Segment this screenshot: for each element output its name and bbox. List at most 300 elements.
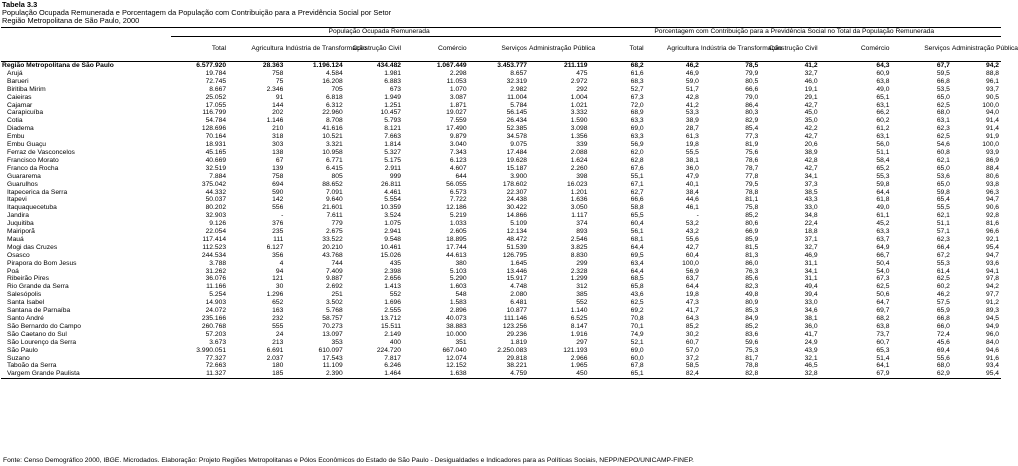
table-cell: 56,0: [876, 141, 890, 149]
table-cell: 66,8: [936, 77, 950, 85]
table-cell: 60,7: [876, 338, 890, 346]
table-cell: 235.166: [201, 315, 227, 322]
table-cell: 55,6: [685, 235, 699, 243]
table-cell: 91: [275, 93, 284, 101]
table-cell: 58,5: [685, 362, 699, 370]
table-cell: 3.087: [449, 93, 467, 101]
table-row: [1, 236, 1001, 244]
table-cell: 34,8: [804, 212, 818, 220]
table-cell: 180: [272, 362, 284, 370]
table-cell: 94,5: [985, 315, 999, 322]
table-cell: 4.584: [325, 69, 343, 77]
table-cell: 61,1: [876, 212, 890, 220]
table-cell: 19.628: [506, 156, 528, 164]
table-cell: 128.696: [201, 125, 227, 133]
column-header: Comércio: [403, 37, 469, 62]
table-row: [1, 307, 1001, 315]
row-label: Itapevi: [7, 196, 27, 204]
table-cell: 49,0: [876, 204, 890, 212]
table-cell: 19.027: [446, 109, 467, 117]
table-cell: 299: [576, 259, 588, 267]
table-cell: 96,3: [985, 188, 999, 196]
table-cell: 548: [455, 291, 467, 299]
column-header-spacer: [1, 37, 171, 62]
table-cell: 9.879: [449, 133, 467, 141]
column-header: Agricultura: [228, 37, 285, 62]
table-cell: 8.147: [570, 322, 588, 330]
table-cell: 312: [576, 283, 588, 291]
table-cell: 37,1: [804, 235, 818, 243]
row-label: Embu Guaçu: [7, 141, 47, 149]
table-cell: 673: [389, 85, 402, 93]
table-cell: 28,7: [685, 125, 699, 133]
table-cell: 58,8: [630, 204, 644, 212]
table-cell: 26.811: [381, 180, 402, 188]
table-cell: 46,2: [685, 62, 699, 69]
table-cell: 4.461: [384, 188, 402, 196]
table-cell: 142: [272, 196, 284, 204]
table-row: [1, 347, 1001, 355]
table-cell: 67,1: [630, 180, 644, 188]
table-cell: 1.871: [449, 101, 467, 109]
row-label: Mauá: [7, 235, 24, 243]
table-cell: 67,9: [820, 370, 892, 378]
table-cell: 31,1: [804, 275, 818, 283]
table-cell: 64,4: [685, 283, 699, 291]
row-label: Barueri: [7, 77, 29, 85]
table-cell: 63,8: [876, 322, 890, 330]
table-cell: 38,9: [685, 117, 699, 125]
table-cell: 9.126: [209, 220, 227, 228]
table-cell: 2.972: [570, 77, 588, 85]
table-cell: 51.539: [506, 243, 528, 251]
table-cell: 91,2: [985, 299, 999, 307]
column-header: Serviços: [469, 37, 529, 62]
table-cell: 66,7: [876, 251, 890, 259]
table-cell: 40.669: [205, 156, 227, 164]
table-cell: 63,7: [876, 235, 890, 243]
row-label: Juquitiba: [7, 220, 34, 228]
table-cell: 33,0: [804, 204, 818, 212]
table-cell: 79,9: [745, 69, 759, 77]
table-cell: 318: [272, 133, 284, 141]
table-cell: 339: [576, 141, 588, 149]
table-cell: 8.667: [209, 85, 227, 93]
table-cell: 10.457: [380, 109, 402, 117]
table-cell: 12.134: [506, 228, 528, 236]
table-cell: 94,2: [985, 283, 999, 291]
table-cell: 2.911: [384, 164, 402, 172]
table-cell: 59,8: [876, 180, 890, 188]
table-cell: 16.208: [322, 77, 343, 85]
table-cell: 66,4: [936, 243, 950, 251]
table-cell: 7.722: [449, 196, 467, 204]
table-cell: 60,9: [876, 69, 890, 77]
table-cell: 89,3: [985, 307, 999, 315]
table-cell: 6.525: [570, 315, 588, 322]
table-number: Tabela 3.3: [2, 0, 38, 9]
table-cell: 85,6: [745, 275, 759, 283]
table-cell: 82,9: [745, 117, 759, 125]
table-cell: 66,6: [745, 85, 759, 93]
table-cell: 90,5: [985, 93, 999, 101]
table-cell: 59,5: [936, 69, 950, 77]
table-cell: 376: [272, 220, 284, 228]
table-cell: 11.004: [507, 93, 528, 101]
table-cell: 22.960: [322, 109, 343, 117]
table-cell: 10.877: [506, 307, 528, 315]
table-row: [1, 323, 1001, 331]
table-cell: 40,1: [685, 180, 699, 188]
table-cell: 83,6: [745, 330, 759, 338]
table-cell: 62,5: [936, 101, 950, 109]
table-row: [1, 173, 1001, 181]
table-cell: 11.327: [171, 370, 228, 378]
table-cell: 75,6: [745, 148, 759, 156]
table-cell: 55,3: [876, 172, 890, 180]
table-cell: 95,4: [985, 243, 999, 251]
table-cell: 1.140: [570, 307, 588, 315]
table-cell: 46,1: [685, 204, 699, 212]
table-cell: 29,1: [804, 93, 818, 101]
table-cell: 65,0: [936, 164, 950, 172]
table-cell: 88,4: [985, 164, 999, 172]
table-cell: 62,5: [936, 133, 950, 141]
table-cell: 56.055: [446, 180, 467, 188]
row-label: Pirapora do Bom Jesus: [7, 259, 77, 267]
table-cell: 80,5: [745, 77, 759, 85]
column-header: Serviços: [891, 37, 951, 62]
table-cell: 69,0: [630, 125, 644, 133]
table-cell: 213: [272, 338, 284, 346]
table-cell: 4.748: [510, 283, 528, 291]
table-cell: 88,8: [985, 69, 999, 77]
table-cell: 60,4: [630, 220, 644, 228]
table-cell: 1.075: [384, 220, 402, 228]
table-cell: 2.088: [570, 148, 588, 156]
table-cell: 41,7: [685, 307, 699, 315]
table-cell: 53,3: [685, 109, 699, 117]
table-cell: 26.434: [506, 117, 528, 125]
data-table: [1, 27, 1018, 379]
table-cell: 30,2: [685, 330, 699, 338]
table-cell: 3.050: [570, 204, 588, 212]
group-header-row: [1, 28, 1001, 37]
table-cell: 1.070: [449, 85, 467, 93]
table-cell: 63,3: [876, 228, 890, 236]
table-cell: 29.818: [506, 354, 528, 362]
table-cell: 58.757: [322, 315, 343, 322]
table-row: [1, 141, 1001, 149]
table-cell: 244.534: [201, 251, 227, 259]
table-cell: 36,0: [685, 164, 699, 172]
table-cell: 610.097: [318, 346, 343, 354]
row-label: Poá: [7, 267, 19, 275]
table-cell: 1.638: [403, 370, 469, 378]
table-cell: 81,3: [745, 251, 759, 259]
table-cell: 96,1: [985, 77, 999, 85]
table-cell: 450: [529, 370, 589, 378]
table-cell: 72,0: [630, 101, 644, 109]
table-cell: 86,4: [745, 101, 759, 109]
table-cell: 3.900: [510, 172, 528, 180]
table-cell: 42,7: [804, 101, 818, 109]
table-cell: 42,8: [685, 93, 699, 101]
row-label: Ribeirão Pires: [7, 275, 49, 283]
row-label: São Paulo: [7, 346, 38, 354]
table-cell: 398: [576, 172, 588, 180]
table-cell: 62,5: [630, 299, 644, 307]
table-cell: 38,1: [804, 315, 818, 322]
table-cell: 63,1: [876, 133, 890, 141]
table-cell: 1.464: [345, 370, 403, 378]
row-label: Santana de Parnaíba: [7, 307, 71, 315]
table-cell: 72.745: [205, 77, 227, 85]
table-cell: 82,3: [745, 283, 759, 291]
table-cell: 2.260: [570, 164, 588, 172]
row-label: Itaquaquecetuba: [7, 204, 57, 212]
table-cell: 61,4: [936, 267, 950, 275]
table-cell: 64,4: [876, 188, 890, 196]
table-cell: 49,4: [804, 283, 818, 291]
table-cell: 1.356: [570, 133, 588, 141]
table-cell: 185: [228, 370, 285, 378]
table-cell: 45,2: [876, 220, 890, 228]
table-cell: 75,3: [745, 346, 759, 354]
table-cell: 43,3: [804, 196, 818, 204]
row-label: Santa Isabel: [7, 299, 45, 307]
table-cell: 33.522: [322, 235, 343, 243]
table-cell: 94: [275, 267, 284, 275]
table-cell: 78,6: [745, 156, 759, 164]
table-row: [1, 157, 1001, 165]
table-cell: 144: [272, 101, 284, 109]
table-cell: 13.097: [322, 330, 343, 338]
table-cell: 705: [331, 85, 343, 93]
table-cell: 100,0: [982, 101, 999, 109]
table-cell: 50.037: [205, 196, 227, 204]
table-row: [1, 275, 1001, 283]
table-cell: 60,4: [685, 251, 699, 259]
table-cell: 356: [272, 251, 284, 259]
table-cell: 68,9: [630, 109, 644, 117]
table-cell: 80,6: [985, 172, 999, 180]
table-cell: 652: [272, 299, 284, 307]
table-cell: 30.422: [506, 204, 528, 212]
table-cell: 10.000: [446, 330, 467, 338]
table-cell: 2.398: [384, 267, 402, 275]
table-cell: 1.413: [384, 283, 402, 291]
table-cell: 62,3: [936, 235, 950, 243]
table-cell: 84,9: [745, 315, 759, 322]
table-cell: 24,9: [804, 338, 818, 346]
table-cell: 11.166: [206, 283, 227, 291]
table-row: [1, 94, 1001, 102]
table-cell: 70.273: [322, 322, 343, 330]
column-header: Indústria de Transformação: [285, 37, 344, 62]
table-cell: 68,5: [630, 275, 644, 283]
table-cell: 32.319: [506, 77, 528, 85]
table-cell: 178.602: [502, 180, 528, 188]
row-label: Região Metropolitana de São Paulo: [2, 62, 114, 69]
table-cell: 35,0: [804, 117, 818, 125]
table-cell: 4.607: [449, 164, 467, 172]
table-row: [1, 133, 1001, 141]
table-cell: 44,6: [685, 196, 699, 204]
table-cell: 69,0: [630, 346, 644, 354]
table-cell: 13.446: [506, 267, 528, 275]
table-cell: 111: [273, 235, 284, 243]
table-cell: 6.123: [449, 156, 467, 164]
table-cell: 8.708: [325, 117, 343, 125]
table-cell: 12.186: [446, 204, 467, 212]
table-cell: 7.559: [449, 117, 467, 125]
table-cell: 1.033: [449, 220, 467, 228]
table-cell: 63,1: [936, 117, 950, 125]
table-cell: 5.109: [510, 220, 528, 228]
row-label: Diadema: [7, 125, 34, 133]
table-cell: 90,6: [985, 204, 999, 212]
table-cell: 67,3: [876, 275, 890, 283]
table-cell: 33,0: [804, 299, 818, 307]
table-cell: 93,7: [985, 85, 999, 93]
table-row: [1, 339, 1001, 347]
table-cell: 60,8: [936, 148, 950, 156]
column-header: Administração Pública: [952, 37, 1001, 62]
table-cell: 60,2: [876, 117, 890, 125]
column-header: Construção Civil: [760, 37, 819, 62]
table-cell: 552: [389, 291, 402, 299]
table-cell: 80,6: [745, 220, 759, 228]
row-label: Mogi das Cruzes: [7, 243, 58, 251]
table-cell: 64,4: [630, 243, 644, 251]
table-cell: 8.830: [570, 251, 588, 259]
table-cell: 67,6: [630, 164, 644, 172]
table-cell: 86,0: [745, 259, 759, 267]
table-row: [1, 70, 1001, 78]
table-row: [1, 220, 1001, 228]
table-cell: 43.768: [322, 251, 343, 259]
table-cell: 53,6: [936, 172, 950, 180]
table-cell: 58,4: [876, 156, 890, 164]
row-label: Carapicuíba: [7, 109, 44, 117]
table-cell: 61,6: [630, 69, 644, 77]
table-cell: 38,1: [685, 156, 699, 164]
table-cell: 6.481: [510, 299, 528, 307]
table-cell: 126.795: [502, 251, 528, 259]
table-cell: 32,1: [804, 354, 818, 362]
table-cell: 9.887: [325, 275, 343, 283]
table-cell: 1.251: [384, 101, 402, 109]
table-cell: 62,3: [936, 125, 950, 133]
table-cell: 97,8: [985, 275, 999, 283]
table-cell: 2.346: [266, 85, 284, 93]
row-label: Taboão da Serra: [7, 362, 57, 370]
table-cell: 53,2: [685, 220, 699, 228]
table-cell: 88.652: [322, 180, 343, 188]
table-cell: 1.021: [570, 101, 588, 109]
table-cell: 92,8: [985, 212, 999, 220]
table-cell: 55,5: [685, 148, 699, 156]
table-cell: 5.219: [449, 212, 467, 220]
table-cell: 62,8: [630, 156, 644, 164]
table-cell: 68,3: [630, 77, 644, 85]
table-cell: 3.825: [570, 243, 588, 251]
table-cell: 36.076: [205, 275, 227, 283]
table-cell: 77.327: [205, 354, 227, 362]
column-header: Total: [589, 37, 645, 62]
table-cell: 375.042: [201, 180, 227, 188]
table-cell: 12.074: [446, 354, 467, 362]
table-cell: 24.072: [205, 307, 227, 315]
table-cell: 380: [455, 259, 467, 267]
table-cell: 68,2: [876, 315, 890, 322]
table-cell: 6.771: [325, 156, 343, 164]
table-cell: 1.819: [510, 338, 528, 346]
table-cell: 3.524: [384, 212, 402, 220]
table-cell: 45,0: [804, 109, 818, 117]
table-cell: 758: [272, 69, 284, 77]
table-cell: 292: [576, 85, 588, 93]
table-cell: 744: [331, 259, 343, 267]
table-cell: 5.793: [384, 117, 402, 125]
table-cell: 8.121: [384, 125, 402, 133]
table-cell: 65,8: [630, 283, 644, 291]
table-cell: 53,5: [936, 85, 950, 93]
table-cell: 14.866: [506, 212, 528, 220]
table-cell: 7.091: [325, 188, 343, 196]
table-cell: 67,7: [936, 62, 950, 69]
table-cell: 81,5: [745, 243, 759, 251]
table-cell: 3.098: [570, 125, 588, 133]
row-label: Cotia: [7, 117, 23, 125]
row-label: São Lourenço da Serra: [7, 338, 77, 346]
table-cell: 72.663: [205, 362, 227, 370]
table-cell: 93,8: [985, 180, 999, 188]
row-label: Guararema: [7, 172, 41, 180]
table-cell: 15.187: [506, 164, 528, 172]
table-cell: 235: [272, 228, 284, 236]
table-cell: 38.883: [446, 322, 467, 330]
table-cell: 590: [272, 188, 284, 196]
table-cell: 80,3: [745, 109, 759, 117]
table-cell: 5.254: [209, 291, 227, 299]
table-cell: 54,0: [876, 267, 890, 275]
table-row: [1, 102, 1001, 110]
table-cell: 1.004: [570, 93, 588, 101]
table-cell: 5.175: [384, 156, 402, 164]
table-cell: 86,9: [985, 156, 999, 164]
table-cell: 2.656: [384, 275, 402, 283]
table-cell: 22,4: [804, 220, 818, 228]
column-header: Indústria de Transformação: [701, 37, 760, 62]
table-row: [1, 315, 1001, 323]
table-cell: 56,9: [685, 267, 699, 275]
table-cell: 6.415: [325, 164, 343, 172]
table-cell: 65,0: [936, 93, 950, 101]
table-cell: 94,9: [985, 322, 999, 330]
table-cell: 20,6: [804, 141, 818, 149]
table-cell: 85,2: [745, 212, 759, 220]
table-cell: 2.982: [510, 85, 528, 93]
table-cell: 68,1: [630, 235, 644, 243]
table-cell: 70,8: [630, 315, 644, 322]
table-row: [1, 109, 1001, 117]
table-cell: 73,7: [876, 330, 890, 338]
table-cell: 66,0: [936, 322, 950, 330]
table-cell: 163: [272, 307, 284, 315]
column-header: Construção Civil: [345, 37, 403, 62]
